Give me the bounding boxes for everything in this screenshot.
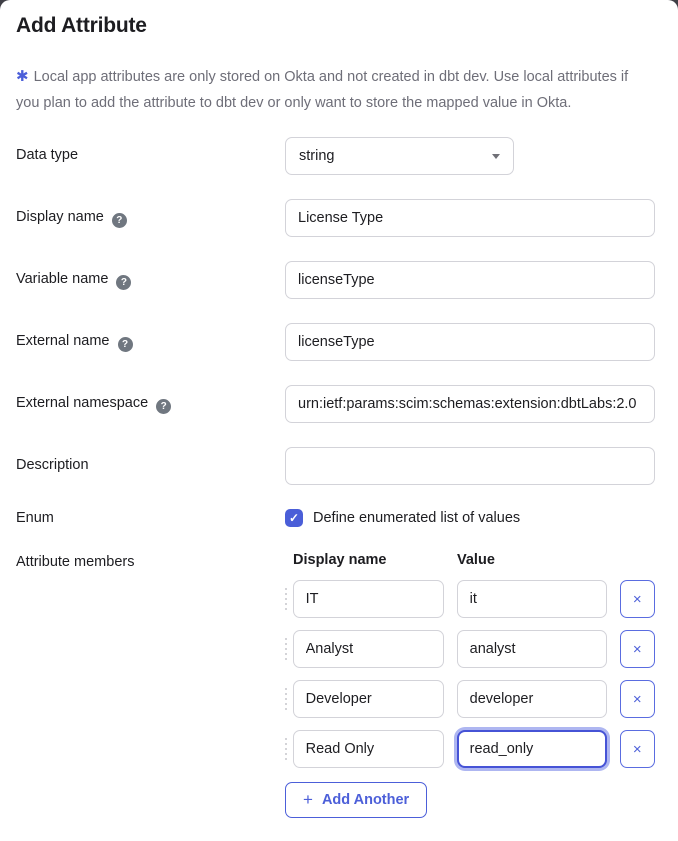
remove-member-button[interactable] (620, 680, 655, 718)
plus-icon: + (303, 790, 313, 809)
member-value-input[interactable] (457, 730, 607, 768)
help-icon[interactable]: ? (118, 337, 133, 352)
close-icon: × (632, 690, 642, 708)
description-input[interactable] (285, 447, 655, 485)
data-type-label: Data type (16, 147, 79, 163)
drag-handle-icon[interactable] (285, 680, 293, 718)
display-name-label: Display name (16, 209, 104, 225)
display-name-input[interactable] (285, 199, 655, 237)
member-value-header: Value (457, 552, 495, 568)
data-type-select[interactable] (285, 137, 514, 175)
attribute-member-row (285, 580, 655, 618)
help-icon[interactable]: ? (156, 399, 171, 414)
member-value-input[interactable] (457, 580, 607, 618)
drag-handle-icon[interactable] (285, 580, 293, 618)
variable-name-input[interactable] (285, 261, 655, 299)
attribute-member-row (285, 680, 655, 718)
external-namespace-label: External namespace (16, 395, 149, 411)
close-icon: × (632, 640, 642, 658)
data-type-selected-value: string (299, 148, 335, 164)
data-type-row (16, 137, 655, 175)
external-name-row (16, 323, 655, 361)
enum-checkbox-label: Define enumerated list of values (313, 510, 521, 526)
close-icon: × (632, 740, 642, 758)
member-display-name-input[interactable] (293, 730, 444, 768)
variable-name-row (16, 261, 655, 299)
display-name-row (16, 199, 655, 237)
enum-row (16, 509, 655, 527)
remove-member-button[interactable] (620, 730, 655, 768)
member-column-headers (293, 552, 655, 568)
remove-member-button[interactable] (620, 580, 655, 618)
external-name-label: External name (16, 333, 110, 349)
close-icon: × (632, 590, 642, 608)
description-label: Description (16, 457, 89, 473)
enum-label: Enum (16, 510, 54, 526)
chevron-down-icon (492, 154, 500, 159)
attribute-members-list (285, 580, 655, 768)
member-value-input[interactable] (457, 630, 607, 668)
member-display-name-input[interactable] (293, 680, 444, 718)
remove-member-button[interactable] (620, 630, 655, 668)
checkmark-icon: ✓ (288, 511, 300, 525)
attribute-members-row (16, 552, 655, 818)
asterisk-icon: ✱ (16, 68, 29, 85)
local-attribute-note (16, 64, 655, 116)
drag-handle-icon[interactable] (285, 630, 293, 668)
external-namespace-row (16, 385, 655, 423)
member-display-name-input[interactable] (293, 630, 444, 668)
drag-handle-icon[interactable] (285, 730, 293, 768)
add-another-label: Add Another (321, 792, 410, 808)
note-text: Local app attributes are only stored on Okta and not created in dbt dev. Use local attributes if you plan to add the attribute to dbt dev or only want to store the mapped value in Okta. (16, 69, 629, 111)
attribute-members-label: Attribute members (16, 554, 135, 570)
help-icon[interactable]: ? (116, 275, 131, 290)
variable-name-label: Variable name (16, 271, 109, 287)
external-namespace-input[interactable] (285, 385, 655, 423)
enum-checkbox-wrap (285, 509, 655, 527)
enum-checkbox[interactable] (285, 509, 303, 527)
add-another-button[interactable] (285, 782, 427, 818)
dialog-title: Add Attribute (16, 14, 147, 37)
attribute-member-row (285, 730, 655, 768)
description-row (16, 447, 655, 485)
member-display-name-input[interactable] (293, 580, 444, 618)
help-icon[interactable]: ? (112, 213, 127, 228)
member-value-input[interactable] (457, 680, 607, 718)
attribute-member-row (285, 630, 655, 668)
external-name-input[interactable] (285, 323, 655, 361)
member-display-name-header: Display name (293, 552, 387, 568)
